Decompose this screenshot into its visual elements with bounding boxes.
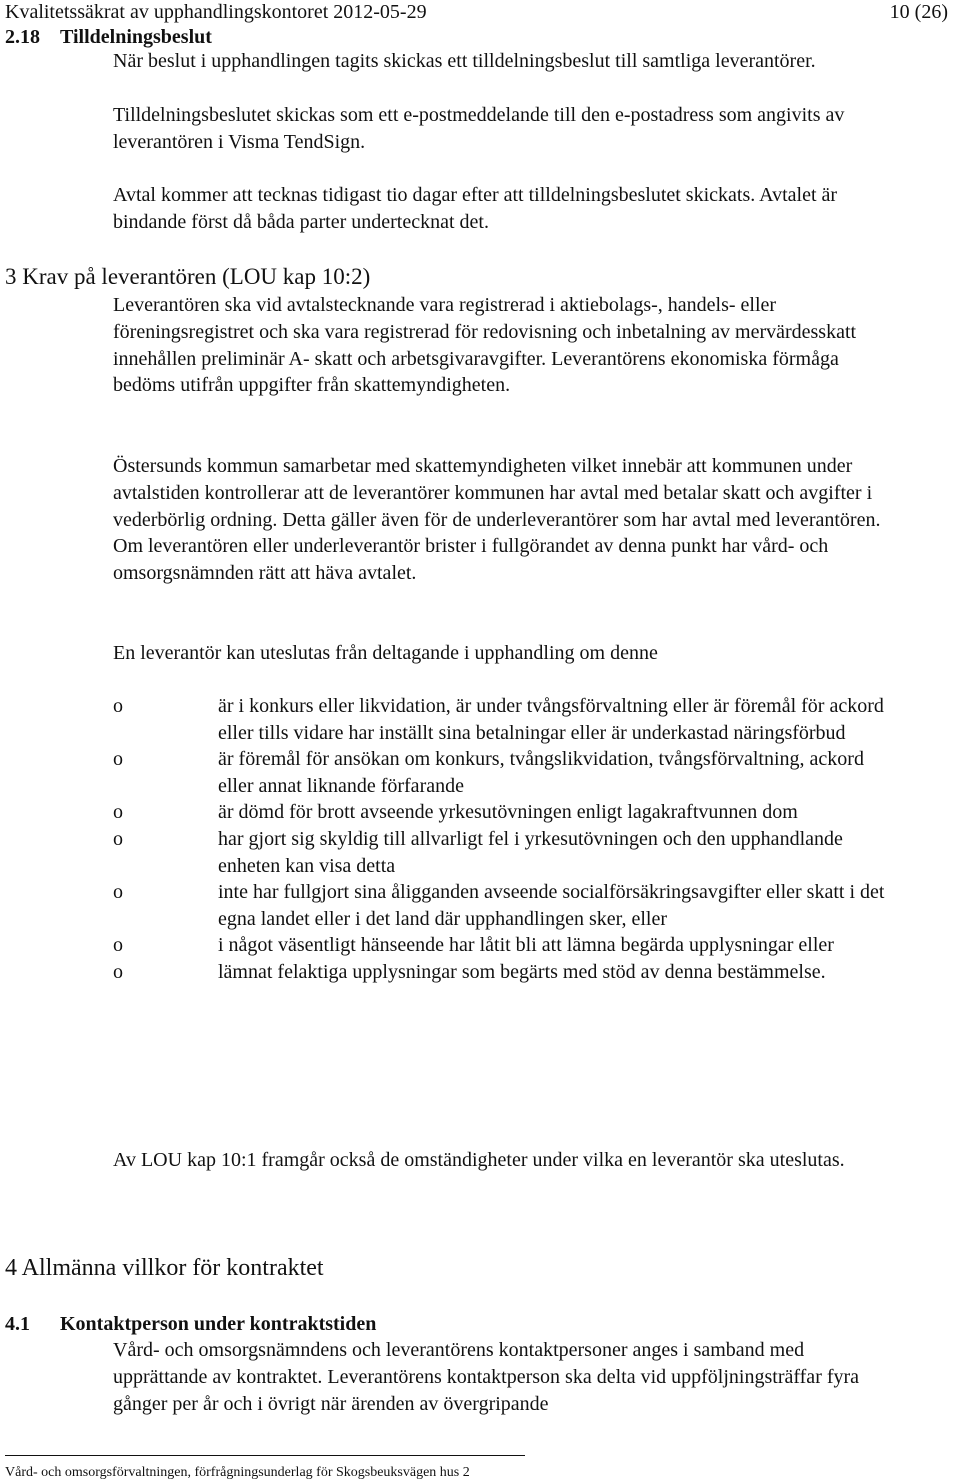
section-title: Tilldelningsbeslut — [60, 26, 212, 48]
page-number: 10 (26) — [889, 1, 948, 23]
bullet: o — [113, 801, 123, 824]
bullet: o — [113, 960, 123, 983]
list-item: o är föremål för ansökan om konkurs, tvångslikvidation, tvångsförvaltning, ackord eller annat liknande förfarande — [113, 748, 864, 797]
paragraph: När beslut i upphandlingen tagits skickas ett tilldelningsbeslut till samtliga leverantörer. — [113, 50, 816, 72]
paragraph: Vård- och omsorgsnämndens och leverantörens kontaktpersoner anges i samband med upprättande av kontraktet. Leverantörens kontaktperson ska delta vid uppföljningsträffar fyra gånger per år och i övrigt när ärenden av övergripande — [113, 1339, 860, 1415]
list-item: o har gjort sig skyldig till allvarligt fel i yrkesutövningen och den upphandlande enheten kan visa detta — [113, 827, 843, 877]
section-heading-4-1 — [5, 1311, 376, 1337]
header-title: Kvalitetssäkrat av upphandlingskontoret 2012-05-29 — [5, 1, 427, 23]
paragraph: Leverantören ska vid avtalstecknande vara registrerad i aktiebolags-, handels- eller föreningsregistret och ska vara registrerad för redovisning och inbetalning av mervärdesskatt innehållen preliminär A- skatt och arbetsgivaravgifter. Leverantörens ekonomiska förmåga bedöms utifrån uppgifter från skattemyndigheten. — [113, 294, 857, 397]
section-title: Kontaktperson under kontraktstiden — [60, 1313, 377, 1335]
section-heading-2-18 — [5, 24, 212, 50]
paragraph: Tilldelningsbeslutet skickas som ett e-postmeddelande till den e-postadress som angivits av leverantören i Visma TendSign. — [113, 104, 845, 153]
bullet: o — [113, 827, 123, 850]
list-item: o är i konkurs eller likvidation, är under tvångsförvaltning eller är föremål för ackord eller tills vidare har inställt sina betalningar eller är underkastad näringsförbud — [113, 695, 884, 744]
paragraph: Östersunds kommun samarbetar med skattemyndigheten vilket innebär att kommunen under avtalstiden kontrollerar att de leverantörer kommunen har avtal med betalar skatt och avgifter i vederbörlig ordning. Detta gäller även för de underleverantörer som har avtal med leverantören. Om leverantören eller underleverantör brister i fullgörandet av denna punkt har vård- och omsorgsnämnden rätt att häva avtalet. — [113, 455, 881, 585]
list-item: o inte har fullgjort sina åligganden avseende socialförsäkringsavgifter eller skatt i det egna landet eller i det land där upphandlingen sker, eller — [113, 881, 885, 930]
section-number: 2.18 — [5, 26, 40, 48]
list-item: o lämnat felaktiga upplysningar som begärts med stöd av denna bestämmelse. — [113, 959, 893, 986]
list-item: o är dömd för brott avseende yrkesutövningen enligt lagakraftvunnen dom — [113, 799, 893, 826]
paragraph: Avtal kommer att tecknas tidigast tio dagar efter att tilldelningsbeslutet skickats. Avtalet är bindande först då båda parter undertecknat det. — [113, 184, 838, 233]
bullet: o — [113, 695, 123, 717]
paragraph: Av LOU kap 10:1 framgår också de omständigheter under vilka en leverantör ska uteslutas. — [113, 1149, 845, 1171]
footer-text: Vård- och omsorgsförvaltningen, förfrågningsunderlag för Skogsbeuksvägen hus 2 — [5, 1465, 470, 1480]
section-number: 4.1 — [5, 1313, 30, 1335]
footer-divider — [5, 1455, 525, 1456]
bullet: o — [113, 748, 123, 771]
section-heading-4: 4 Allmänna villkor för kontraktet — [5, 1255, 324, 1281]
bullet: o — [113, 881, 123, 904]
bullet: o — [113, 934, 123, 957]
exclusion-list — [113, 693, 893, 986]
section-heading-3: 3 Krav på leverantören (LOU kap 10:2) — [5, 264, 371, 289]
list-item: o i något väsentligt hänseende har låtit bli att lämna begärda upplysningar eller — [113, 932, 893, 959]
paragraph: En leverantör kan uteslutas från deltagande i upphandling om denne — [113, 642, 658, 664]
